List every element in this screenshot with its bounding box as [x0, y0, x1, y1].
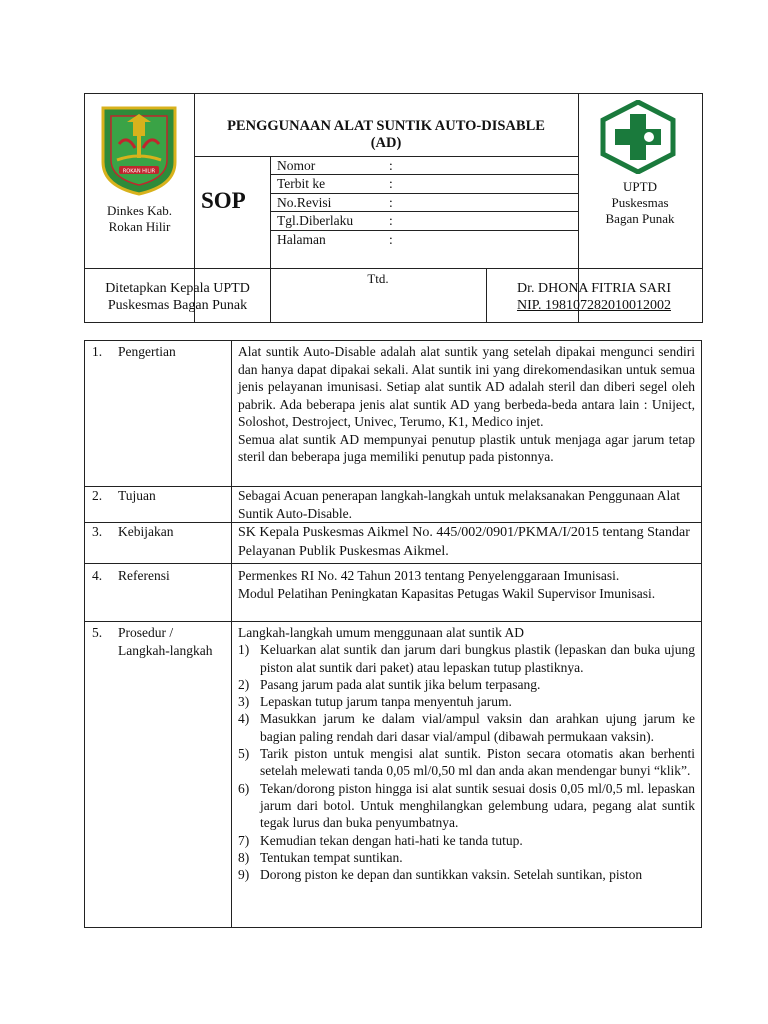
- procedure-intro: Langkah-langkah umum menggunaan alat suntik AD: [238, 625, 525, 640]
- divider: [85, 621, 701, 622]
- divider: [270, 230, 578, 231]
- right-caption-line: UPTD: [623, 179, 657, 194]
- divider: [270, 193, 578, 194]
- right-caption: [578, 179, 702, 227]
- section-label: Referensi: [118, 568, 170, 583]
- section-number: 2.: [92, 488, 103, 503]
- step-number: 7): [238, 832, 250, 848]
- divider: [85, 268, 702, 269]
- signer-name: Dr. DHONA FITRIA SARI: [516, 281, 671, 296]
- field-sep: :: [389, 232, 393, 247]
- puskesmas-logo-icon: [597, 100, 679, 174]
- section-label-line: Langkah-langkah: [118, 643, 213, 658]
- right-caption-line: Bagan Punak: [605, 211, 675, 226]
- step-text: Kemudian tekan dengan hati-hati ke tanda tutup.: [260, 832, 523, 848]
- step-number: 3): [238, 694, 250, 710]
- title-line: (AD): [370, 135, 402, 151]
- step-text: Dorong piston ke depan dan suntikkan vaksin. Setelah suntikan, piston: [260, 867, 643, 883]
- section-number: 1.: [92, 344, 103, 359]
- section-label: [118, 624, 212, 660]
- signature: Ttd.: [367, 271, 389, 286]
- section-label: Pengertian: [118, 344, 176, 359]
- field-sep: :: [389, 213, 393, 228]
- section-label-line: Prosedur /: [118, 625, 174, 640]
- list-item: [238, 780, 695, 832]
- step-text: Tekan/dorong piston hingga isi alat suntik sesuai dosis 0,05 ml/0,5 ml. lepaskan jarum dari botol. Untuk menghilangkan gelembung udara, pegang alat suntik tegak lurus dan buka penyumbatnya.: [260, 780, 695, 831]
- paragraph: Permenkes RI No. 42 Tahun 2013 tentang Penyelenggaraan Imunisasi.: [238, 568, 620, 583]
- page-title: [194, 118, 578, 152]
- left-caption: [85, 203, 194, 235]
- section-label: Tujuan: [118, 488, 156, 503]
- step-number: 1): [238, 642, 250, 658]
- paragraph: Semua alat suntik AD mempunyai penutup plastik untuk menjaga agar jarum tetap steril dan beberapa juga memiliki penutup pada pistonnya.: [238, 431, 695, 464]
- list-item: [238, 676, 695, 693]
- field-row: [277, 213, 577, 229]
- step-number: 8): [238, 849, 250, 865]
- field-sep: :: [389, 195, 393, 210]
- section-number: 4.: [92, 568, 103, 583]
- section-content: [238, 343, 695, 466]
- list-item: [238, 832, 695, 849]
- list-item: [238, 745, 695, 780]
- step-number: 2): [238, 676, 250, 692]
- step-number: 4): [238, 711, 250, 727]
- list-item: [238, 710, 695, 745]
- approved-by: [85, 280, 270, 314]
- section-number: 3.: [92, 524, 103, 539]
- step-text: Tarik piston untuk mengisi alat suntik. Piston secara otomatis akan berhenti setelah melewati tanda 0,05 ml/0,50 ml dan anda akan mendengar bunyi “klik”.: [260, 746, 695, 779]
- left-caption-line: Dinkes Kab.: [107, 203, 172, 218]
- right-caption-line: Puskesmas: [611, 195, 669, 210]
- field-sep: :: [389, 176, 393, 191]
- emblem-text: ROKAN HILIR: [122, 168, 156, 175]
- approved-line: Puskesmas Bagan Punak: [107, 298, 248, 313]
- field-row: [277, 158, 577, 174]
- section-number: 5.: [92, 625, 103, 640]
- divider: [85, 563, 701, 564]
- signer-nip: NIP. 198107282010012002: [516, 298, 671, 313]
- step-text: Tentukan tempat suntikan.: [260, 849, 403, 865]
- procedure-steps: [238, 641, 695, 883]
- paragraph: Alat suntik Auto-Disable adalah alat suntik yang setelah dipakai mengunci sendiri dan hanya dapat dipakai sekali. Alat suntik ini yang direkomendasikan untuk semua jenis pelayanan imunisasi. Setiap alat suntik AD adalah steril dan diberi segel oleh pabrik. Ada beberapa jenis alat suntik AD yang berbeda-beda antara lain : Uniject, Soloshot, Destroject, Univec, Terumo, K1, Medico injet.: [238, 344, 695, 429]
- section-content: [238, 487, 695, 522]
- field-row: [277, 195, 577, 211]
- step-number: 6): [238, 780, 250, 796]
- section-content: [238, 567, 695, 602]
- field-sep: :: [389, 158, 393, 173]
- section-content: [238, 523, 695, 561]
- step-text: Lepaskan tutup jarum tanpa menyentuh jarum.: [260, 694, 512, 710]
- field-label: Terbit ke: [277, 176, 326, 191]
- step-text: Masukkan jarum ke dalam vial/ampul vaksin dan arahkan ujung jarum ke bagian paling rendah dari dasar vial/ampul (dibawah permukaan vaksin).: [260, 711, 695, 744]
- list-item: [238, 866, 695, 883]
- sop-label: SOP: [201, 188, 246, 213]
- divider: [270, 156, 271, 322]
- divider: [270, 211, 578, 212]
- field-label: Tgl.Diberlaku: [277, 213, 354, 228]
- list-item: [238, 693, 695, 710]
- divider: [231, 341, 232, 927]
- title-line: PENGGUNAAN ALAT SUNTIK AUTO-DISABLE: [227, 118, 545, 134]
- step-number: 9): [238, 867, 250, 883]
- field-label: No.Revisi: [277, 195, 332, 210]
- list-item: [238, 849, 695, 866]
- paragraph: Modul Pelatihan Peningkatan Kapasitas Petugas Wakil Supervisor Imunisasi.: [238, 585, 656, 601]
- field-row: [277, 176, 577, 192]
- signer: [486, 280, 702, 314]
- divider: [270, 174, 578, 175]
- rokan-hilir-emblem-icon: [97, 104, 181, 198]
- step-number: 5): [238, 746, 250, 762]
- step-text: Keluarkan alat suntik dan jarum dari bungkus plastik (lepaskan dan buka ujung piston alat suntik dari paket) atau lepaskan tutup plastiknya.: [260, 642, 695, 675]
- left-caption-line: Rokan Hilir: [108, 219, 171, 234]
- divider: [194, 156, 578, 157]
- approved-line: Ditetapkan Kepala UPTD: [105, 281, 250, 296]
- sop-header: [84, 93, 703, 323]
- field-label: Nomor: [277, 158, 316, 173]
- field-row: [277, 232, 577, 248]
- list-item: [238, 641, 695, 676]
- section-label: Kebijakan: [118, 524, 174, 539]
- field-label: Halaman: [277, 232, 326, 247]
- section-content: [238, 624, 695, 883]
- step-text: Pasang jarum pada alat suntik jika belum terpasang.: [260, 676, 541, 692]
- paragraph: Sebagai Acuan penerapan langkah-langkah untuk melaksanakan Penggunaan Alat Suntik Auto-Disable.: [238, 488, 680, 521]
- paragraph: SK Kepala Puskesmas Aikmel No. 445/002/0901/PKMA/I/2015 tentang Standar Pelayanan Publik Puskesmas Aikmel.: [238, 525, 690, 559]
- sop-content-table: [84, 340, 702, 928]
